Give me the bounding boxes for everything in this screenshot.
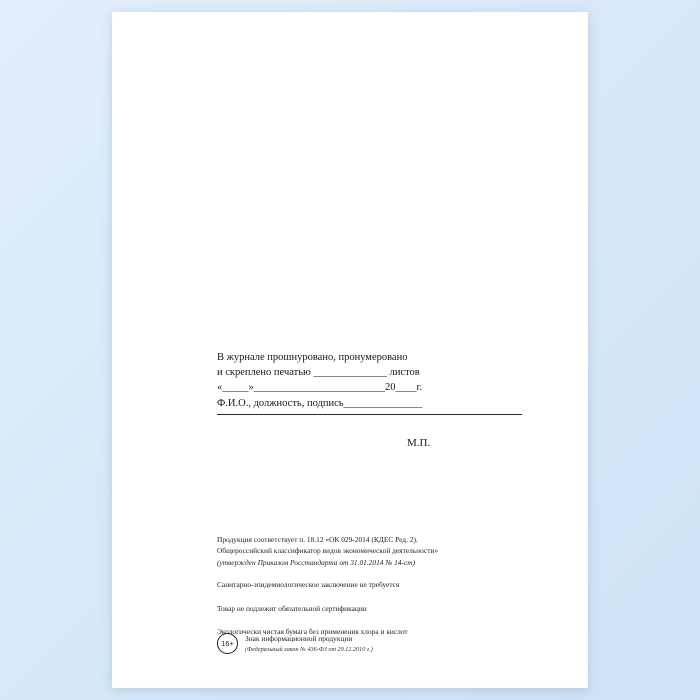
- signature-rule: [217, 414, 522, 415]
- product-conformity-paragraph: [217, 534, 557, 568]
- certification-line-1: В журнале прошнуровано, пронумеровано: [217, 352, 408, 363]
- product-conformity-line-3: (утвержден Приказом Росстандарта от 31.01.2014 № 14-ст): [217, 557, 416, 567]
- age-rating-law: (Федеральный закон № 436-ФЗ от 29.12.2010 г.): [245, 645, 373, 653]
- certification-block: [217, 350, 537, 415]
- legal-block: [217, 534, 557, 638]
- age-rating-text: [245, 632, 373, 655]
- age-rating-label: Знак информационной продукции: [245, 634, 353, 643]
- page-content: [112, 12, 588, 688]
- certification-note: Товар не подлежит обязательной сертификации: [217, 603, 367, 613]
- age-rating-badge: 16+: [217, 633, 238, 654]
- ecology-note: Экологически чистая бумага без применения хлора и кислот: [217, 627, 408, 637]
- stamp-label: М.П.: [407, 437, 431, 449]
- certification-line-4: Ф.И.О., должность, подпись_______________: [217, 397, 423, 409]
- sanitary-note: Санитарно-эпидемиологическое заключение не требуется: [217, 580, 400, 590]
- certification-line-3: «_____»_________________________20____г.: [217, 382, 423, 394]
- product-conformity-line-2: Общероссийский классификатор видов экономической деятельности»: [217, 546, 439, 556]
- document-page: [112, 12, 588, 688]
- certification-line-2: и скреплено печатью ______________ листов: [217, 367, 420, 379]
- age-rating-row: [217, 632, 373, 655]
- product-conformity-line-1: Продукция соответствует п. 18.12 «ОК 029-2014 (КДЕС Ред. 2).: [217, 535, 418, 544]
